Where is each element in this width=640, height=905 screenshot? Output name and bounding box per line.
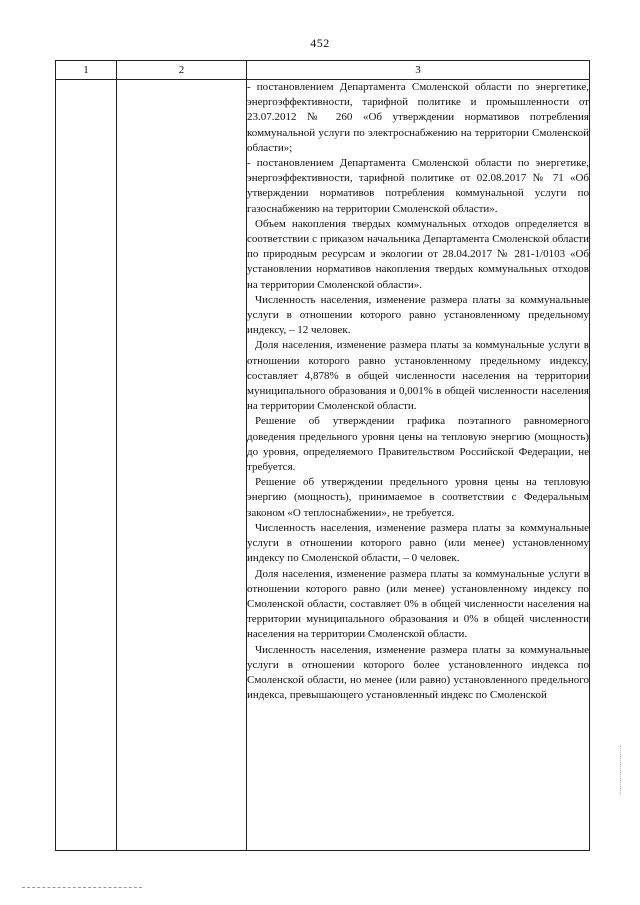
paragraph-gas-norms: - постановлением Департамента Смоленской области по энергетике, энергоэффективности, тарифной политике от 02.08.2017 № 71 «Об утверждении нормативов потребления коммунальной услуги по газоснабжению на территории Смоленской области». xyxy=(247,157,589,215)
paragraph-share-regional-index: Доля населения, изменение размера платы за коммунальные услуги в отношении которого равно (или менее) установленному индексу по Смоленской области, составляет 0% в общей численности населения на территории муниципального образования и 0% в общей численности населения на территории Смоленской области. xyxy=(247,567,589,641)
paragraph-population-equal-limit: Численность населения, изменение размера платы за коммунальные услуги в отношении которого равно установленному предельному индексу, – 12 человек. xyxy=(247,293,589,337)
paragraph-population-regional-index: Численность населения, изменение размера платы за коммунальные услуги в отношении которого равно (или менее) установленному индексу по Смоленской области, – 0 человек. xyxy=(247,521,589,565)
table-header-row xyxy=(56,61,590,80)
empty-cell-col2 xyxy=(117,80,247,851)
paragraph-waste-accumulation: Объем накопления твердых коммунальных отходов определяется в соответствии с приказом начальника Департамента Смоленской области по природным ресурсам и экологии от 28.04.2017 № 281-1/0103 «Об установлении нормативов накопления твердых коммунальных отходов на территории Смоленской области». xyxy=(247,217,589,291)
paragraph-heat-price-limit: Решение об утверждении предельного уровня цены на тепловую энергию (мощность), принимаемое в соответствии с Федеральным законом «О теплоснабжении», не требуется. xyxy=(247,476,589,519)
footer-rule xyxy=(22,887,142,888)
column-header-3: 3 xyxy=(247,61,590,80)
table-row xyxy=(56,80,590,851)
scan-edge-marks xyxy=(620,745,623,795)
column-header-1: 1 xyxy=(56,61,117,80)
content-cell xyxy=(247,80,590,851)
paragraph-share-equal-limit: Доля населения, изменение размера платы за коммунальные услуги в отношении которого равно установленному предельному индексу, составляет 4,878% в общей численности населения на территории муниципального образования и 0,001% в общей численности населения на территории Смоленской области. xyxy=(247,339,589,413)
empty-cell-col1 xyxy=(56,80,117,851)
document-table xyxy=(55,60,590,851)
page-number: 452 xyxy=(310,36,330,50)
column-header-2: 2 xyxy=(117,61,247,80)
paragraph-heat-price-schedule: Решение об утверждении графика поэтапного равномерного доведения предельного уровня цены на тепловую энергию (мощность) до уровня, определяемого Правительством Российской Федерации, не требуется. xyxy=(247,415,589,474)
paragraph-electricity-norms: - постановлением Департамента Смоленской области по энергетике, энергоэффективности, тарифной политике и промышленности от 23.07.2012 № 260 «Об утверждении нормативов потребления коммунальной услуги по электроснабжению на территории Смоленской области»; xyxy=(247,81,589,154)
paragraph-population-above-index: Численность населения, изменение размера платы за коммунальные услуги в отношении которого более установленного индекса по Смоленской области, но менее (или равно) установленного предельного индекса, превышающего установленный индекс по Смоленской xyxy=(247,643,589,702)
